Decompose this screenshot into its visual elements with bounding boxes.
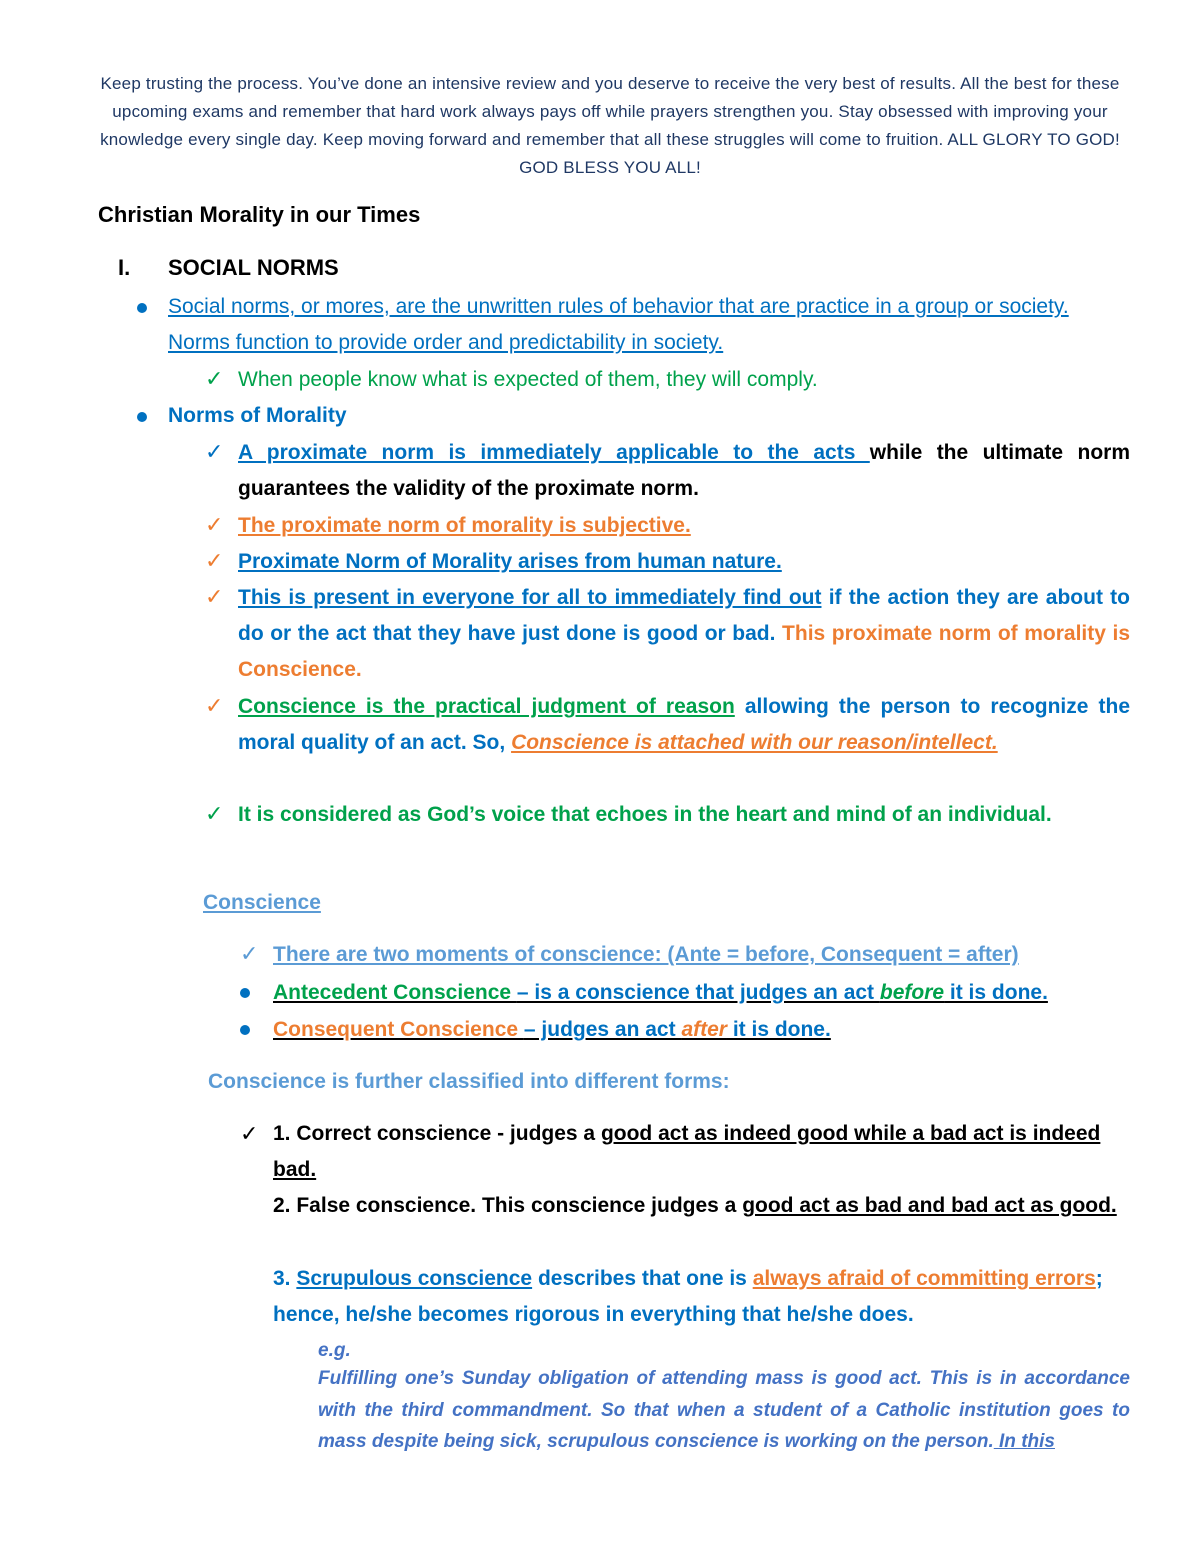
- check-icon: ✓: [240, 1121, 259, 1146]
- conscience-heading: Conscience: [203, 891, 321, 914]
- false-conscience-point: [273, 1188, 1130, 1224]
- antecedent-before: before: [879, 981, 945, 1004]
- consequent-term: Consequent Conscience: [273, 1018, 524, 1041]
- bullet-icon: [240, 1025, 250, 1035]
- norm-is-conscience-text: This proximate norm of morality is Conscience.: [238, 622, 1130, 681]
- scrupulous-term: Scrupulous conscience: [296, 1267, 533, 1290]
- correct-conscience-label: 1. Correct conscience - judges a: [273, 1122, 601, 1145]
- practical-judgment-text: Conscience is the practical judgment of reason: [238, 695, 735, 718]
- section-number: I.: [118, 255, 131, 280]
- bullet-icon: [137, 303, 147, 313]
- scrupulous-number: 3.: [273, 1267, 297, 1290]
- section-title: SOCIAL NORMS: [168, 255, 339, 280]
- check-icon: ✓: [205, 439, 224, 464]
- example-continuation: In this: [993, 1431, 1055, 1452]
- false-conscience-description: good act as bad and bad act as good.: [742, 1194, 1117, 1217]
- consequent-conscience-point: [273, 1012, 1130, 1048]
- moral-quality-text: allowing the person to recognize the moral quality of an act. So,: [238, 695, 1130, 754]
- antecedent-term: Antecedent Conscience: [273, 981, 517, 1004]
- proximate-norm-definition: A proximate norm is immediately applicable to the acts: [238, 441, 870, 464]
- correct-conscience-point: [273, 1116, 1130, 1188]
- scrupulous-conscience-point: [273, 1261, 1130, 1333]
- check-icon: ✓: [205, 801, 224, 826]
- check-icon: ✓: [205, 584, 224, 609]
- consequent-after: after: [681, 1018, 727, 1041]
- check-icon: ✓: [205, 366, 224, 391]
- two-moments-point: There are two moments of conscience: (Ante = before, Consequent = after): [273, 943, 1019, 966]
- example-label: e.g.: [318, 1340, 351, 1361]
- example-body: Fulfilling one’s Sunday obligation of attending mass is good act. This is in accordance with the third commandment. So that when a student of a Catholic institution goes to mass despite being sick, scrupulous conscience is working on the person.: [318, 1368, 1130, 1452]
- action-good-bad-text: if the action they are about to do or the act that they have just done is good or bad.: [238, 586, 1130, 645]
- attached-reason-text: Conscience is attached with our reason/intellect.: [511, 731, 998, 754]
- scrupulous-describes: describes that one is: [532, 1267, 753, 1290]
- forms-heading: Conscience is further classified into different forms:: [208, 1070, 730, 1093]
- present-in-everyone-text: This is present in everyone for all to immediately find out: [238, 586, 822, 609]
- check-icon: ✓: [205, 512, 224, 537]
- scrupulous-rigorous: ; hence, he/she becomes rigorous in everything that he/she does.: [273, 1267, 1103, 1326]
- document-title: Christian Morality in our Times: [98, 202, 421, 227]
- practical-judgment-point: [238, 689, 1130, 761]
- present-in-everyone-point: [238, 580, 1130, 688]
- example-text: [318, 1363, 1130, 1458]
- bullet-icon: [240, 988, 250, 998]
- correct-conscience-description: good act as indeed good while a bad act is indeed bad.: [273, 1122, 1101, 1181]
- intro-paragraph: Keep trusting the process. You’ve done an intensive review and you deserve to receive the very best of results. All the best for these upcoming exams and remember that hard work always pays off while prayers strengthen you. Stay obsessed with improving your knowledge every single day. Keep moving forward and remember that all these struggles will come to fruition. ALL GLORY TO GOD! GOD BLESS YOU ALL!: [100, 74, 1120, 177]
- gods-voice-point: It is considered as God’s voice that echoes in the heart and mind of an individual.: [238, 803, 1052, 826]
- social-norms-definition: Social norms, or mores, are the unwritten rules of behavior that are practice in a group or society. Norms function to provide order and predictability in society.: [168, 295, 1069, 354]
- antecedent-definition: – is a conscience that judges an act: [516, 981, 880, 1004]
- check-icon: ✓: [240, 941, 259, 966]
- norms-of-morality-heading: Norms of Morality: [168, 404, 347, 427]
- antecedent-done: it is done.: [944, 981, 1048, 1004]
- check-icon: ✓: [205, 548, 224, 573]
- consequent-definition: – judges an act: [523, 1018, 682, 1041]
- bullet-icon: [137, 412, 147, 422]
- human-nature-point: Proximate Norm of Morality arises from human nature.: [238, 550, 782, 573]
- consequent-done: it is done.: [726, 1018, 831, 1041]
- check-icon: ✓: [205, 693, 224, 718]
- false-conscience-label: 2. False conscience. This conscience judges a: [273, 1194, 743, 1217]
- scrupulous-afraid: always afraid of committing errors: [752, 1267, 1096, 1290]
- proximate-norm-point: [238, 435, 1130, 507]
- subjective-point: The proximate norm of morality is subjective.: [238, 514, 691, 537]
- comply-point: When people know what is expected of them, they will comply.: [238, 368, 818, 391]
- antecedent-conscience-point: [273, 975, 1130, 1011]
- ultimate-norm-text: while the ultimate norm guarantees the validity of the proximate norm.: [238, 441, 1130, 500]
